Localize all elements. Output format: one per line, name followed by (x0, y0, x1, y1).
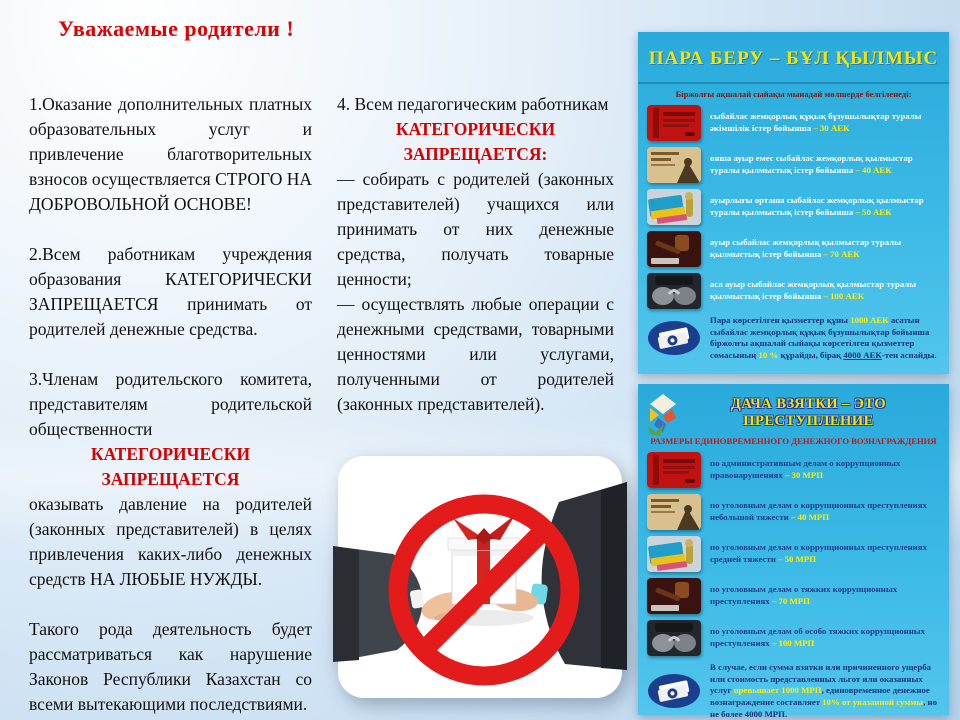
item-amount: – 100 МРП (771, 638, 815, 648)
left-column (29, 92, 312, 717)
poster2-item-text (710, 626, 940, 649)
poster1-item-text (710, 279, 940, 302)
final-underlined-amount: 4000 АЕК (843, 350, 882, 361)
poster1-item-text (710, 153, 940, 176)
paragraph-4: Такого рода деятельность будет рассматриваться как нарушение Законов Республики Казахстан со всеми вытекающими последствиями. (29, 619, 312, 714)
poster2-item-text (710, 584, 940, 607)
no-gift-illustration (333, 448, 627, 710)
law-books-icon (647, 189, 701, 225)
criminal-case-icon (647, 494, 701, 530)
final-highlight: 10% от указанной суммы (822, 697, 924, 708)
poster2-subtitle: РАЗМЕРЫ ЕДИНОВРЕМЕННОГО ДЕНЕЖНОГО ВОЗНАГРАЖДЕНИЯ (650, 436, 937, 446)
red-warning-line-1: КАТЕГОРИЧЕСКИ (90, 444, 251, 464)
item-amount: – 70 АЕК (823, 249, 860, 259)
poster1-item-row (647, 231, 940, 267)
gavel-icon (647, 578, 701, 614)
money-reward-icon (647, 320, 701, 356)
red-warning-line-2: ЗАПРЕЩАЕТСЯ (101, 469, 240, 489)
final-text: құрайды, бірақ (780, 350, 842, 361)
poster2-final-text (710, 662, 940, 720)
final-text: , но не более 4000 МРП. (710, 697, 938, 719)
item-text: ауырлығы орташа сыбайлас жемқорлық қылмыстар туралы қылмыстық істер бойынша (710, 195, 924, 217)
item-text: онша ауыр емес сыбайлас жемқорлық қылмыстар туралы қылмыстық істер бойынша (710, 153, 913, 175)
item-text: сыбайлас жемқорлық құқық бұзушылықтар туралы әкімшілік істер бойынша (710, 111, 922, 133)
paragraph-5-intro: 4. Всем педагогическим работникам (337, 94, 609, 114)
poster1-final-text (710, 315, 940, 362)
paragraph-3-rest: оказывать давление на родителей (законных представителей) в целях привлечения каких-либо денежных средств НА ЛЮБЫЕ НУЖДЫ. (29, 494, 312, 589)
poster1-title: ПАРА БЕРУ – БҰЛ ҚЫЛМЫС (638, 32, 949, 84)
item-amount: – 50 МРП (778, 554, 817, 564)
paragraph-3-intro: 3.Членам родительского комитета, представителям родительской общественности (29, 369, 312, 439)
poster2-logo-icon (646, 392, 680, 438)
item-amount: – 30 МРП (784, 470, 824, 480)
final-highlight: превышает 1000 МРП (733, 685, 822, 696)
poster1-item-row (647, 147, 940, 183)
poster2-item-text (710, 500, 940, 523)
poster2-item-row (647, 494, 940, 530)
poster2-item-row (647, 536, 940, 572)
handcuffs-icon (647, 620, 701, 656)
law-books-icon (647, 536, 701, 572)
poster2-item-text (710, 542, 940, 565)
item-text: по уголовным делам об особо тяжких коррупционных преступлениях (710, 626, 926, 648)
poster1-item-row (647, 273, 940, 309)
slide-title: Уважаемые родители ! (58, 16, 295, 41)
money-reward-icon (647, 673, 701, 709)
poster2-item-row (647, 452, 940, 488)
poster1-item-text (710, 111, 940, 134)
poster-dacha-vzyatki (638, 384, 949, 719)
poster1-final-row (647, 315, 940, 362)
item-amount: – 50 АЕК (855, 207, 892, 217)
poster1-item-text (710, 195, 940, 218)
item-amount: – 40 АЕК (855, 165, 892, 175)
item-text: аса ауыр сыбайлас жемқорлық қылмыстар туралы қылмыстық істер бойынша (710, 279, 917, 301)
poster2-item-row (647, 578, 940, 614)
paragraph-5-item-1: — собирать с родителей (законных представителей) учащихся или принимать от них денежные средства, получать товарные ценности; (337, 169, 614, 289)
red-warning-line-3: КАТЕГОРИЧЕСКИ (395, 119, 556, 139)
item-amount: – 40 МРП (790, 512, 830, 522)
item-text: по административным делам о коррупционных правонарушениях (710, 458, 901, 480)
paragraph-1: 1.Оказание дополнительных платных образовательных услуг и привлечение благотворительных взносов осуществляется СТРОГО НА ДОБРОВОЛЬНОЙ ОСНОВЕ! (29, 94, 312, 214)
red-law-book-icon (647, 105, 701, 141)
item-amount: – 70 МРП (771, 596, 811, 606)
poster2-item-row (647, 620, 940, 656)
poster-para-beru (638, 32, 949, 374)
final-text: Пара көрсетілген қызметтер құны (710, 315, 849, 325)
final-text: , единовременное денежное вознаграждение составляет (710, 685, 930, 708)
gavel-icon (647, 231, 701, 267)
poster1-subtitle: Біржолғы ақшалай сыйақы мынадай мөлшерде белгіленеді: (675, 89, 912, 99)
poster1-item-text (710, 237, 940, 260)
poster2-final-row (647, 662, 940, 720)
middle-column (337, 92, 614, 417)
criminal-case-icon (647, 147, 701, 183)
item-text: по уголовным делам о коррупционных преступлениях небольшой тяжести (710, 500, 927, 522)
item-amount: – 100 АЕК (823, 291, 865, 301)
poster1-item-row (647, 189, 940, 225)
poster2-item-text (710, 458, 940, 481)
final-amount: 1000 АЕК (850, 315, 889, 325)
poster2-title: ДАЧА ВЗЯТКИ – ЭТО ПРЕСТУПЛЕНИЕ (730, 396, 887, 429)
paragraph-5-item-2: — осуществлять любые операции с денежными средствами, товарными ценностями или услугами, полученными от родителей (законных представителей). (337, 294, 614, 414)
final-amount: 10 % (758, 350, 779, 361)
poster1-item-row (647, 105, 940, 141)
paragraph-2: 2.Всем работникам учреждения образования КАТЕГОРИЧЕСКИ ЗАПРЕЩАЕТСЯ принимать от родителей денежные средства. (29, 244, 312, 339)
item-text: ауыр сыбайлас жемқорлық қылмыстар туралы қылмыстық істер бойынша (710, 237, 902, 259)
final-text: В случае, если сумма взятки или причиненного ущерба или стоимость представленных льгот или оказанных услуг (710, 662, 932, 696)
item-text: по уголовным делам о тяжких коррупционных преступлениях (710, 584, 898, 606)
handcuffs-icon (647, 273, 701, 309)
final-text: асатын сыбайлас жемқорлық құқық бұзушылықтар бойынша біржолғы ақшалай сыйақы көрсетілген қызметтер сомасының (710, 315, 930, 361)
final-text: -тен аспайды. (881, 350, 937, 361)
red-warning-line-4: ЗАПРЕЩАЕТСЯ: (403, 144, 548, 164)
red-law-book-icon (647, 452, 701, 488)
item-text: по уголовным делам о коррупционных преступлениях средней тяжести (710, 542, 927, 564)
no-gift-photo (333, 448, 627, 710)
item-amount: – 30 АЕК (813, 123, 850, 133)
